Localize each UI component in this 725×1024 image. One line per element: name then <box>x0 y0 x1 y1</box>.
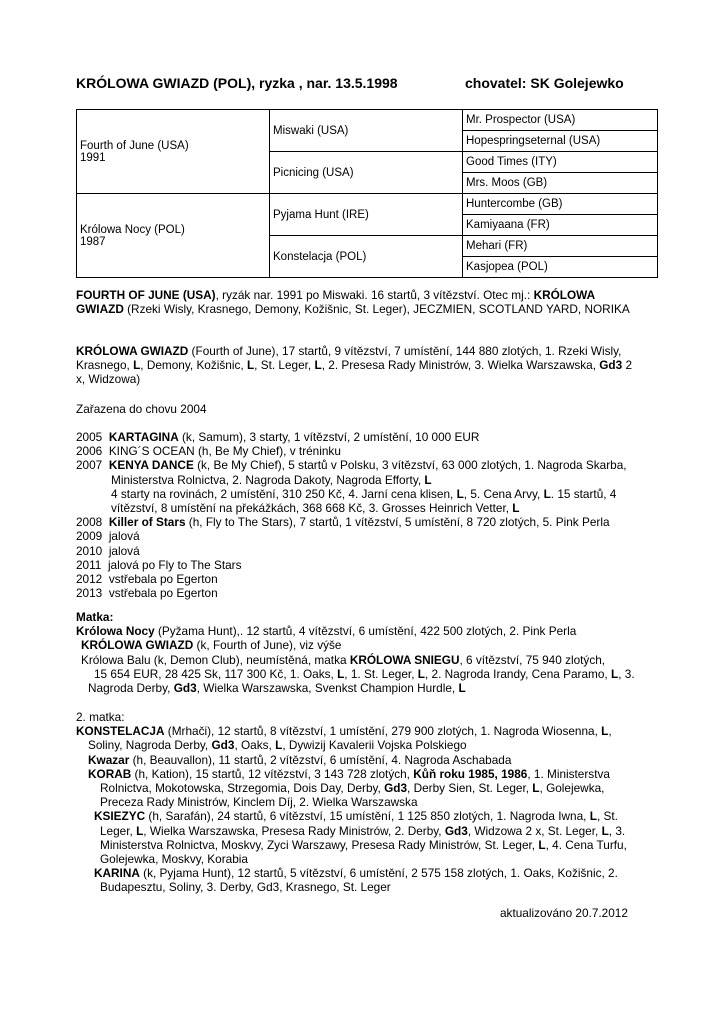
mare-paragraph: KRÓLOWA GWIAZD (Fourth of June), 17 startů, 9 vítězství, 7 umístění, 144 880 zlotých, 1. Rzeki Wisly, Krasnego, L, Demony, Kožišnic, L, St. Leger, L, 2. Presesa Rady Ministrów, 3. Wielka Warszawska, Gd3 2 x, Widzowa) <box>76 344 633 387</box>
pedigree-sire-sire: Miswaki (USA) <box>270 110 463 152</box>
dam-section: Matka: Królowa Nocy (Pyžama Hunt),. 12 startů, 4 vítězství, 6 umístění, 422 500 zlotých, 2. Pink Perla KRÓLOWA GWIAZD (k, Fourth of June), viz výše Królowa Balu (k, Demon Club), neumístěná, matka KRÓLOWA SNIEGU, 6 vítězství, 75 940 zlotých, 15 654 EUR, 28 425 Sk, 117 300 Kč, 1. Oaks, L, 1. St. Leger, L, 2. Nagroda Irandy, Cena Paramo, L, 3. Nagroda Derby, Gd3, Wielka Warszawska, Svenkst Champion Hurdle, L <box>76 610 656 695</box>
produce-row: 2007 KENYA DANCE (k, Be My Chief), 5 startů v Polsku, 3 vítězství, 63 000 zlotých, 1. Nagroda Skarba, <box>76 458 627 473</box>
produce-row: 2006 KING´S OCEAN (h, Be My Chief), v tréninku <box>76 444 341 459</box>
second-dam-section: 2. matka: KONSTELACJA (Mrhači), 12 startů, 8 vítězství, 1 umístění, 279 900 zlotých, 1. Nagroda Wiosenna, L, Soliny, Nagroda Derby, Gd3, Oaks, L, Dywizij Kavalerii Vojska Polskiego Kwazar (h, Beauvallon), 11 startů, 2 vítězství, 6 umístění, 4. Nagroda Aschabada KORAB (h, Kation), 15 startů, 12 vítězství, 3 143 728 zlotých, Kůň roku 1985, 1986, 1. Ministerstva Rolnictva, Mokotowska, Strzegomia, Dois Day, Derby, Gd3, Derby Sien, St. Leger, L, Golejewka, Preceza Rady Ministrów, Kinclem Díj, 2. Wielka Warszawska KSIEZYC (h, Sarafán), 24 startů, 6 vítězství, 15 umístění, 1 125 850 zlotých, 1. Nagroda Iwna, L, St. Leger, L, Wielka Warszawska, Presesa Rady Ministrów, 2. Derby, Gd3, Widzowa 2 x, St. Leger, L, 3. Ministerstva Rolnictva, Moskvy, Zyci Warszawy, Presesa Rady Ministrów, St. Leger, L, 4. Cena Turfu, Golejewka, Moskvy, Korabia KARINA (k, Pyjama Hunt), 12 startů, 5 vítězství, 6 umístění, 2 575 158 zlotých, 1. Oaks, Kožišnic, 2. Budapesztu, Soliny, 3. Derby, Gd3, Krasnego, St. Leger <box>76 710 656 895</box>
horse-title: KRÓLOWA GWIAZD (POL), ryzka , nar. 13.5.1998 <box>76 75 398 91</box>
pedigree-g3: Mrs. Moos (GB) <box>463 173 658 194</box>
produce-row: 2010 jalová <box>76 543 140 558</box>
breeding-start: Zařazena do chovu 2004 <box>76 402 207 416</box>
produce-list: 2005 KARTAGINA (k, Samum), 3 starty, 1 vítězství, 2 umístění, 10 000 EUR 2006 KING´S OCEAN (h, Be My Chief), v tréninku 2007 KENYA DANCE (k, Be My Chief), 5 startů v Polsku, 3 vítězství, 63 000 zlotých, 1. Nagroda Skarba, Ministerstva Rolnictva, 2. Nagroda Dakoty, Nagroda Efforty, L 4 starty na rovinách, 2 umístění, 310 250 Kč, 4. Jarní cena klisen, L, 5. Cena Arvy, L. 15 startů, 4 vítězství, 8 umístění na překážkách, 368 668 Kč, 3. Grosses Heinrich Vetter, L 2008 Killer of Stars (h, Fly to The Stars), 7 startů, 1 vítězství, 5 umístění, 8 720 zlotých, 5. Pink Perla 2009 jalová 2010 jalová 2011 jalová po Fly to The Stars 2012 vstřebala po Egerton 2013 vstřebala po Egerton <box>76 430 656 600</box>
pedigree-sire-dam: Picnicing (USA) <box>270 152 463 194</box>
pedigree-table <box>76 109 658 278</box>
pedigree-g3: Huntercombe (GB) <box>463 194 658 215</box>
produce-row: 2008 Killer of Stars (h, Fly to The Stars), 7 startů, 1 vítězství, 5 umístění, 8 720 zlotých, 5. Pink Perla <box>76 515 610 530</box>
updated-date: aktualizováno 20.7.2012 <box>500 906 628 920</box>
pedigree-dam-sire: Pyjama Hunt (IRE) <box>270 194 463 236</box>
pedigree-g3: Mr. Prospector (USA) <box>463 110 658 131</box>
dam-heading: Matka: <box>76 610 114 624</box>
pedigree-g3: Mehari (FR) <box>463 236 658 257</box>
pedigree-g3: Kamiyaana (FR) <box>463 215 658 236</box>
breeder-label: chovatel: SK Golejewko <box>465 75 624 91</box>
sire-paragraph: FOURTH OF JUNE (USA), ryzák nar. 1991 po Miswaki. 16 startů, 3 vítězství. Otec mj.: KRÓLOWA GWIAZD (Rzeki Wisly, Krasnego, Demony, Kožišnic, St. Leger), JECZMIEN, SCOTLAND YARD, NORIKA <box>76 288 630 317</box>
pedigree-dam: Królowa Nocy (POL) 1987 <box>77 194 270 278</box>
pedigree-dam-dam: Konstelacja (POL) <box>270 236 463 278</box>
pedigree-sire: Fourth of June (USA) 1991 <box>77 110 270 194</box>
produce-row: 2012 vstřebala po Egerton <box>76 572 218 587</box>
pedigree-g3: Good Times (ITY) <box>463 152 658 173</box>
produce-row: 2011 jalová po Fly to The Stars <box>76 557 242 572</box>
pedigree-g3: Kasjopea (POL) <box>463 257 658 278</box>
pedigree-g3: Hopespringseternal (USA) <box>463 131 658 152</box>
second-dam-heading: 2. matka: <box>76 710 125 724</box>
document-header <box>76 75 646 91</box>
produce-row: 2005 KARTAGINA (k, Samum), 3 starty, 1 vítězství, 2 umístění, 10 000 EUR <box>76 430 480 444</box>
produce-row: 2013 vstřebala po Egerton <box>76 586 218 601</box>
produce-row: 2009 jalová <box>76 529 140 544</box>
